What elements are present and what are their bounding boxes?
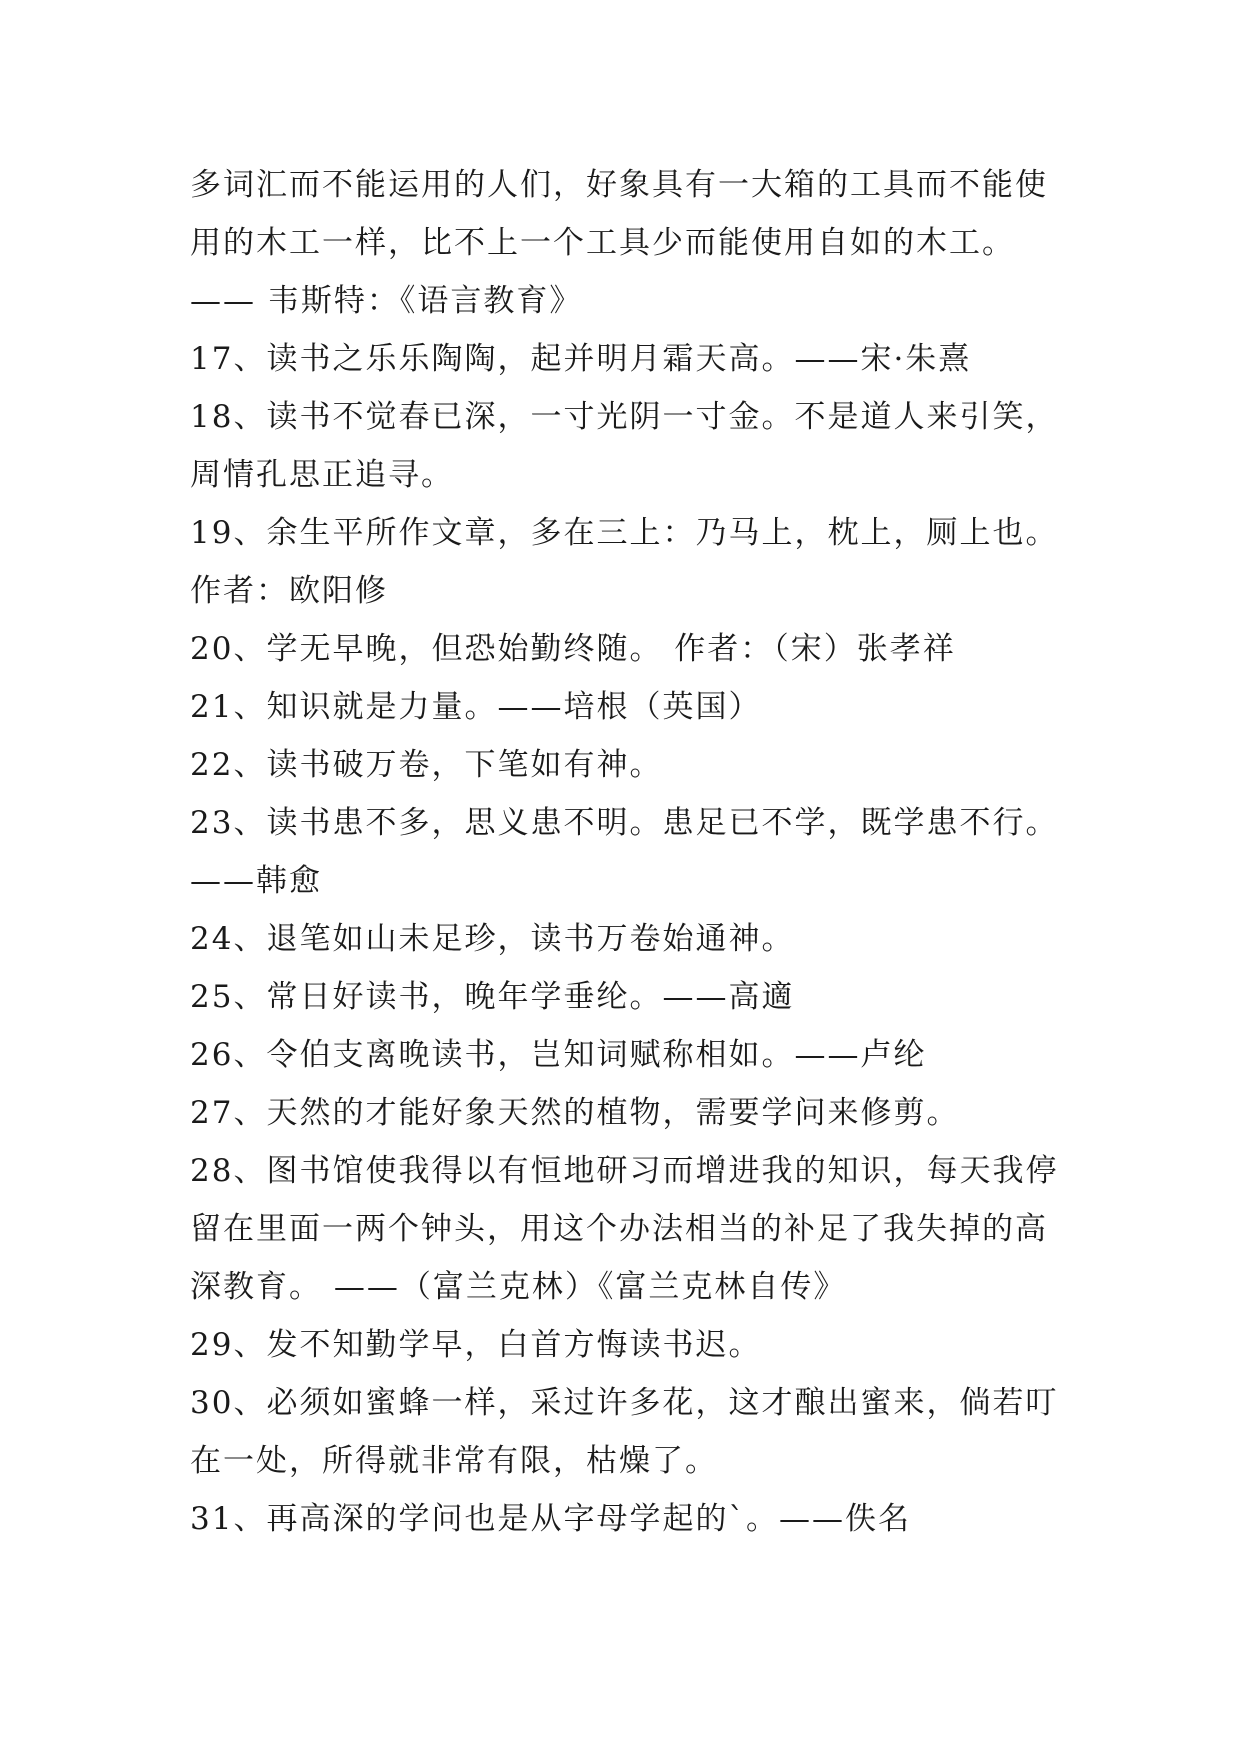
document-body [190,156,1090,1548]
text-line: 18、读书不觉春已深，一寸光阴一寸金。不是道人来引笑， [190,399,1059,435]
text-line: —— 韦斯特：《语言教育》 [190,283,583,319]
text-line: 31、再高深的学问也是从字母学起的`。——佚名 [190,1501,911,1537]
text-line: 作者：欧阳修 [190,573,388,609]
text-line: 24、退笔如山未足珍，读书万卷始通神。 [190,921,795,957]
text-line: 20、学无早晚，但恐始勤终随。 作者：（宋）张孝祥 [190,631,956,667]
text-line: 21、知识就是力量。——培根（英国） [190,689,762,725]
text-line: 23、读书患不多，思义患不明。患足已不学，既学患不行。 [190,805,1059,841]
text-line: 28、图书馆使我得以有恒地研习而增进我的知识，每天我停 [190,1153,1059,1189]
text-line: 26、令伯支离晚读书，岂知词赋称相如。——卢纶 [190,1037,927,1073]
text-line: 19、余生平所作文章，多在三上：乃马上，枕上，厕上也。 [190,515,1059,551]
text-line: 用的木工一样，比不上一个工具少而能使用自如的木工。 [190,225,1015,261]
text-line: 17、读书之乐乐陶陶，起并明月霜天高。——宋·朱熹 [190,341,972,377]
text-line: ——韩愈 [190,863,322,899]
text-line: 深教育。 ——（富兰克林）《富兰克林自传》 [190,1269,847,1305]
text-line: 在一处，所得就非常有限，枯燥了。 [190,1443,718,1479]
text-line: 27、天然的才能好象天然的植物，需要学问来修剪。 [190,1095,960,1131]
text-line: 留在里面一两个钟头，用这个办法相当的补足了我失掉的高 [190,1211,1048,1247]
text-line: 29、发不知勤学早，白首方悔读书迟。 [190,1327,762,1363]
text-line: 30、必须如蜜蜂一样，采过许多花，这才酿出蜜来，倘若叮 [190,1385,1059,1421]
text-line: 22、读书破万卷，下笔如有神。 [190,747,663,783]
text-line: 多词汇而不能运用的人们，好象具有一大箱的工具而不能使 [190,167,1048,203]
text-line: 周情孔思正追寻。 [190,457,454,493]
text-line: 25、常日好读书，晚年学垂纶。——高適 [190,979,795,1015]
